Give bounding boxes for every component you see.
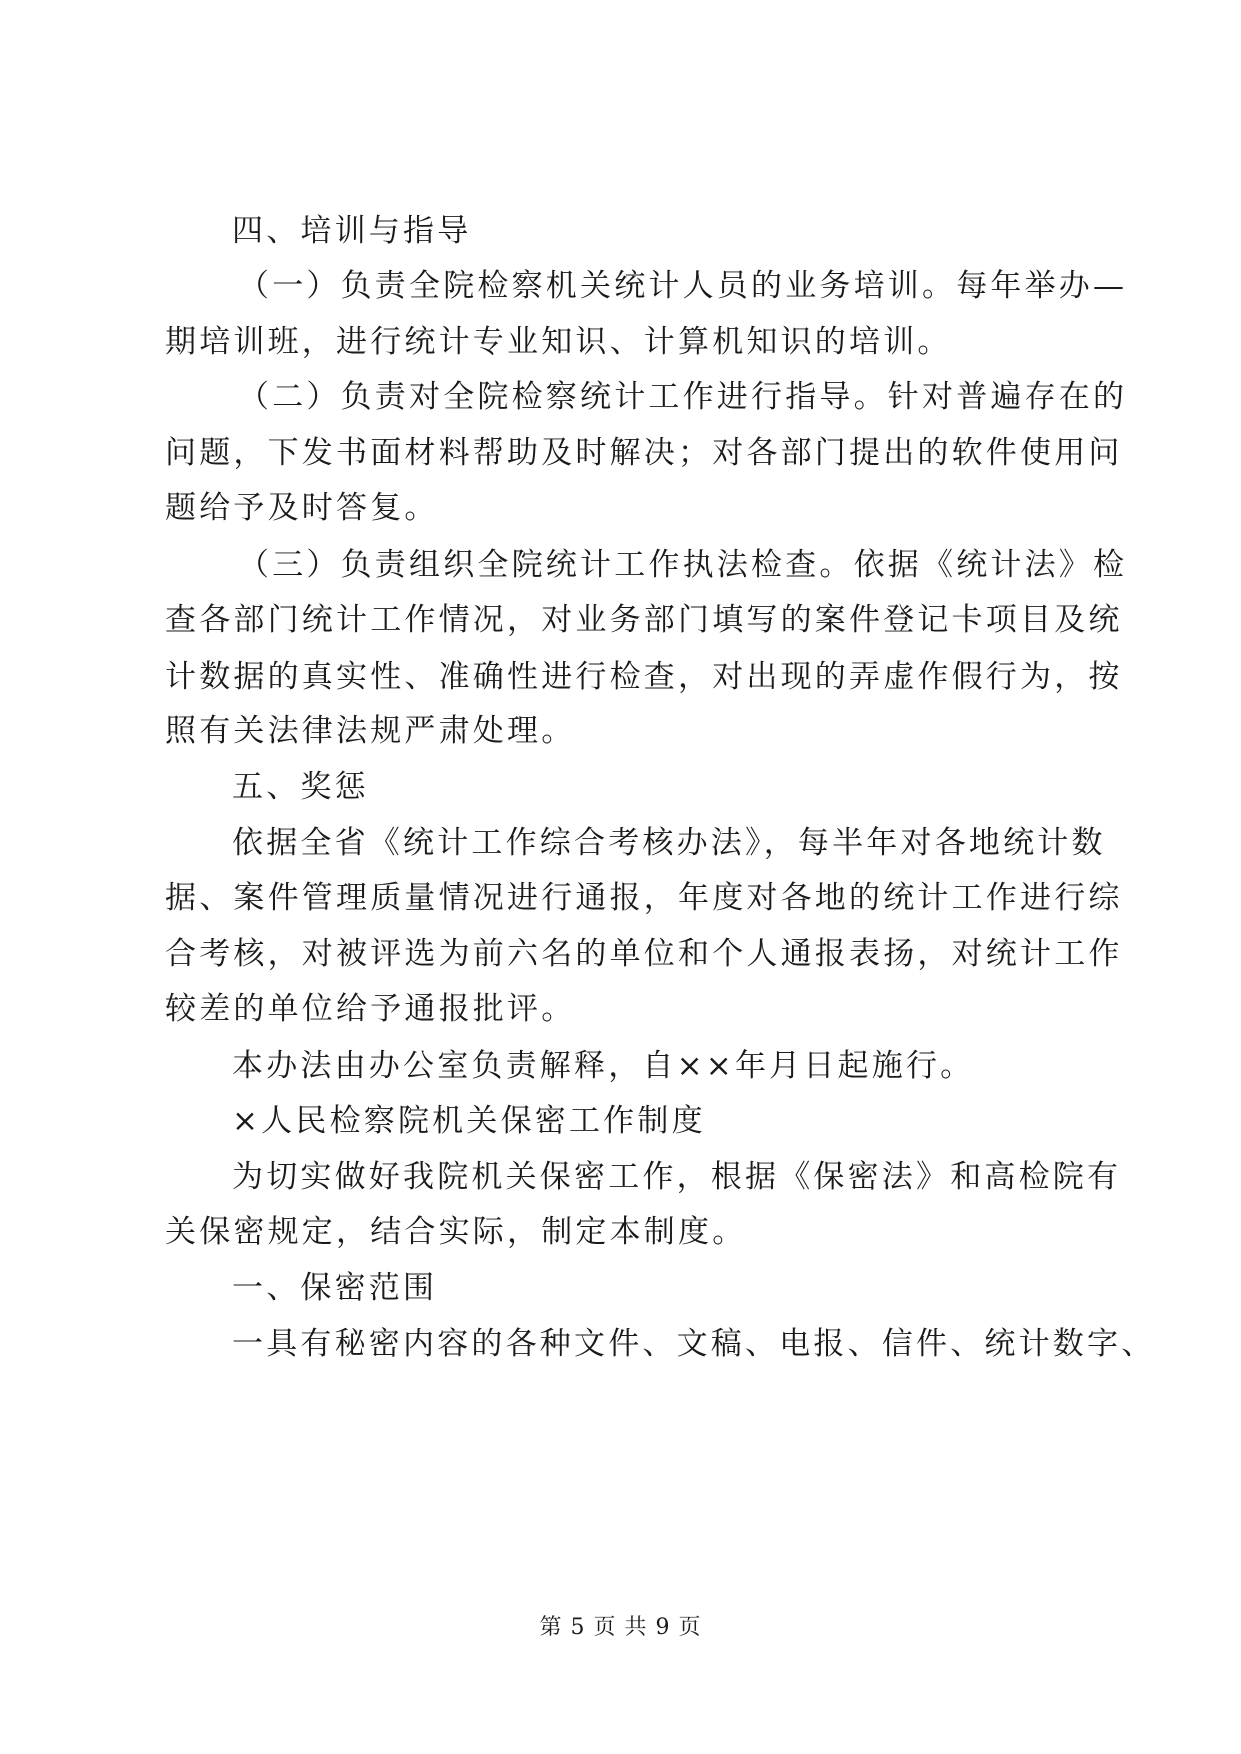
paragraph-line: 题给予及时答复。 xyxy=(165,490,439,526)
paragraph-line: 计数据的真实性、准确性进行检查，对出现的弄虚作假行为，按 xyxy=(165,659,1123,695)
paragraph-line: 关保密规定，结合实际，制定本制度。 xyxy=(165,1214,747,1250)
paragraph-line: 一具有秘密内容的各种文件、文稿、电报、信件、统计数字、 xyxy=(232,1326,1156,1362)
paragraph-line: 据、案件管理质量情况进行通报，年度对各地的统计工作进行综 xyxy=(165,880,1123,916)
paragraph-line: 查各部门统计工作情况，对业务部门填写的案件登记卡项目及统 xyxy=(165,602,1123,638)
section-heading-training: 四、培训与指导 xyxy=(232,213,472,249)
document-title: ×人民检察院机关保密工作制度 xyxy=(232,1103,706,1139)
paragraph-line: 期培训班，进行统计专业知识、计算机知识的培训。 xyxy=(165,324,952,360)
paragraph-line: 问题，下发书面材料帮助及时解决；对各部门提出的软件使用问 xyxy=(165,435,1123,471)
paragraph-line: 照有关法律法规严肃处理。 xyxy=(165,713,576,749)
paragraph-line: （一）负责全院检察机关统计人员的业务培训。每年举办— xyxy=(238,268,1128,304)
paragraph-line: （二）负责对全院检察统计工作进行指导。针对普遍存在的 xyxy=(238,379,1128,415)
paragraph-line: 本办法由办公室负责解释，自××年月日起施行。 xyxy=(232,1048,975,1084)
paragraph-line: 较差的单位给予通报批评。 xyxy=(165,991,576,1027)
section-heading-scope: 一、保密范围 xyxy=(232,1270,438,1306)
paragraph-line: 为切实做好我院机关保密工作，根据《保密法》和高检院有 xyxy=(232,1159,1122,1195)
paragraph-line: （三）负责组织全院统计工作执法检查。依据《统计法》检 xyxy=(238,547,1128,583)
paragraph-line: 依据全省《统计工作综合考核办法》，每半年对各地统计数 xyxy=(232,825,1106,861)
page-number-footer: 第 5 页 共 9 页 xyxy=(539,1615,702,1640)
section-heading-rewards: 五、奖惩 xyxy=(232,769,369,805)
paragraph-line: 合考核，对被评选为前六名的单位和个人通报表扬，对统计工作 xyxy=(165,936,1123,972)
